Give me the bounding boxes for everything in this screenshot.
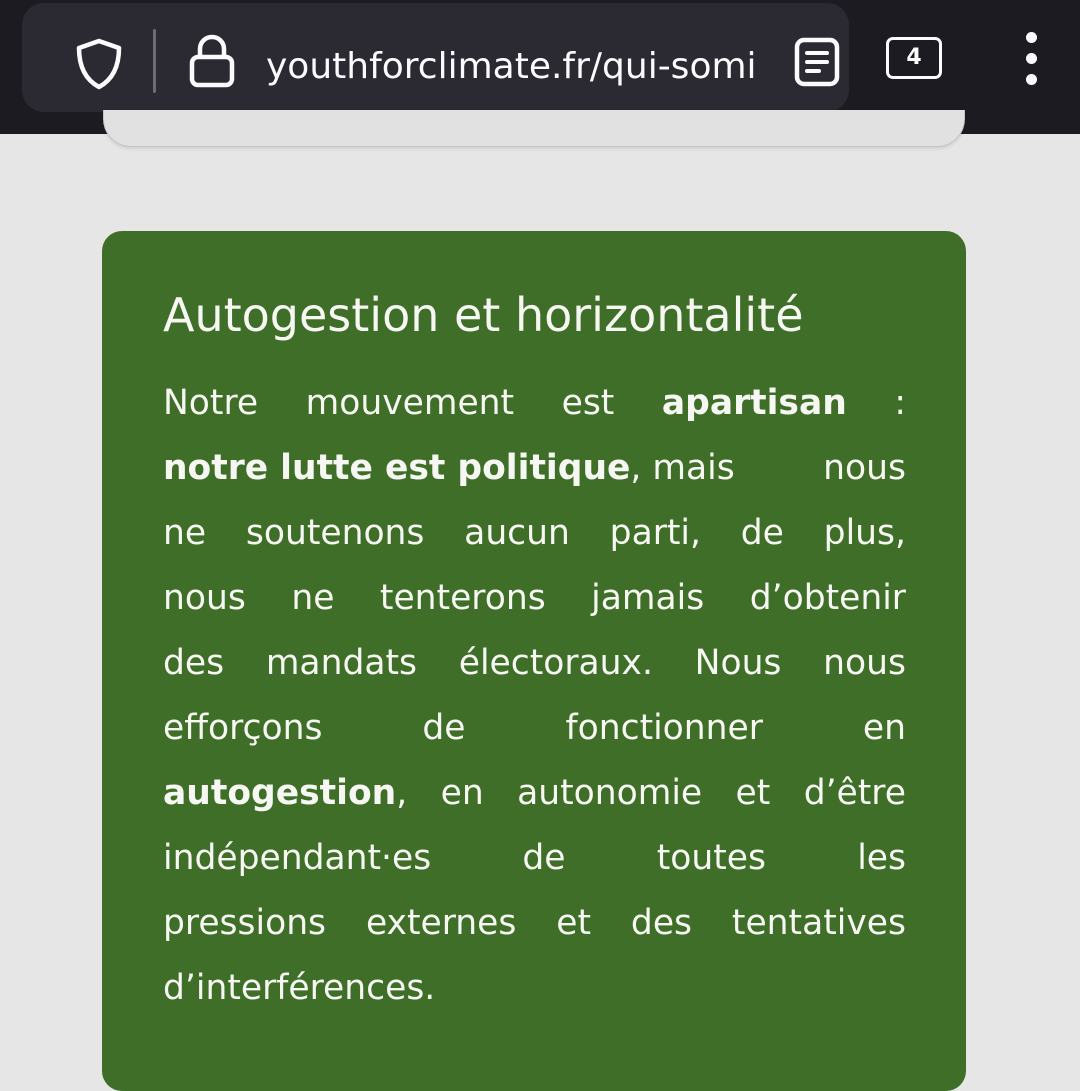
kebab-menu-icon [1026,53,1037,64]
shield-icon[interactable] [72,37,126,91]
body-line: Notre mouvement est apartisan : [163,383,906,423]
body-line: autogestion, en autonomie et d’être [163,773,906,813]
bold-autogestion: autogestion [163,773,397,813]
body-line: pressions externes et des tentatives [163,903,906,943]
reader-view-icon[interactable] [794,37,840,87]
lock-icon[interactable] [187,33,237,89]
address-bar-divider [153,29,156,93]
tabs-button[interactable] [886,37,942,79]
address-bar[interactable] [22,3,849,112]
body-line: notre lutte est politique, mais nous [163,448,906,488]
previous-card-edge [103,110,965,147]
bold-apartisan: apartisan [661,383,847,423]
kebab-menu-icon [1026,32,1037,43]
autogestion-card [102,231,966,1091]
tab-count: 4 [886,37,942,79]
bold-politique: notre lutte est politique [163,448,631,488]
card-body [163,371,906,1021]
body-line: des mandats électoraux. Nous nous [163,643,906,683]
body-line: d’interférences. [163,968,436,1008]
card-title: Autogestion et horizontalité [163,288,804,342]
body-line: nous ne tenterons jamais d’obtenir [163,578,906,618]
body-line: efforçons de fonctionner en [163,708,906,748]
body-line: indépendant·es de toutes les [163,838,906,878]
body-line: ne soutenons aucun parti, de plus, [163,513,906,553]
menu-button[interactable] [1010,30,1054,88]
kebab-menu-icon [1026,74,1037,85]
url-text[interactable]: youthforclimate.fr/qui-somi [266,46,757,87]
